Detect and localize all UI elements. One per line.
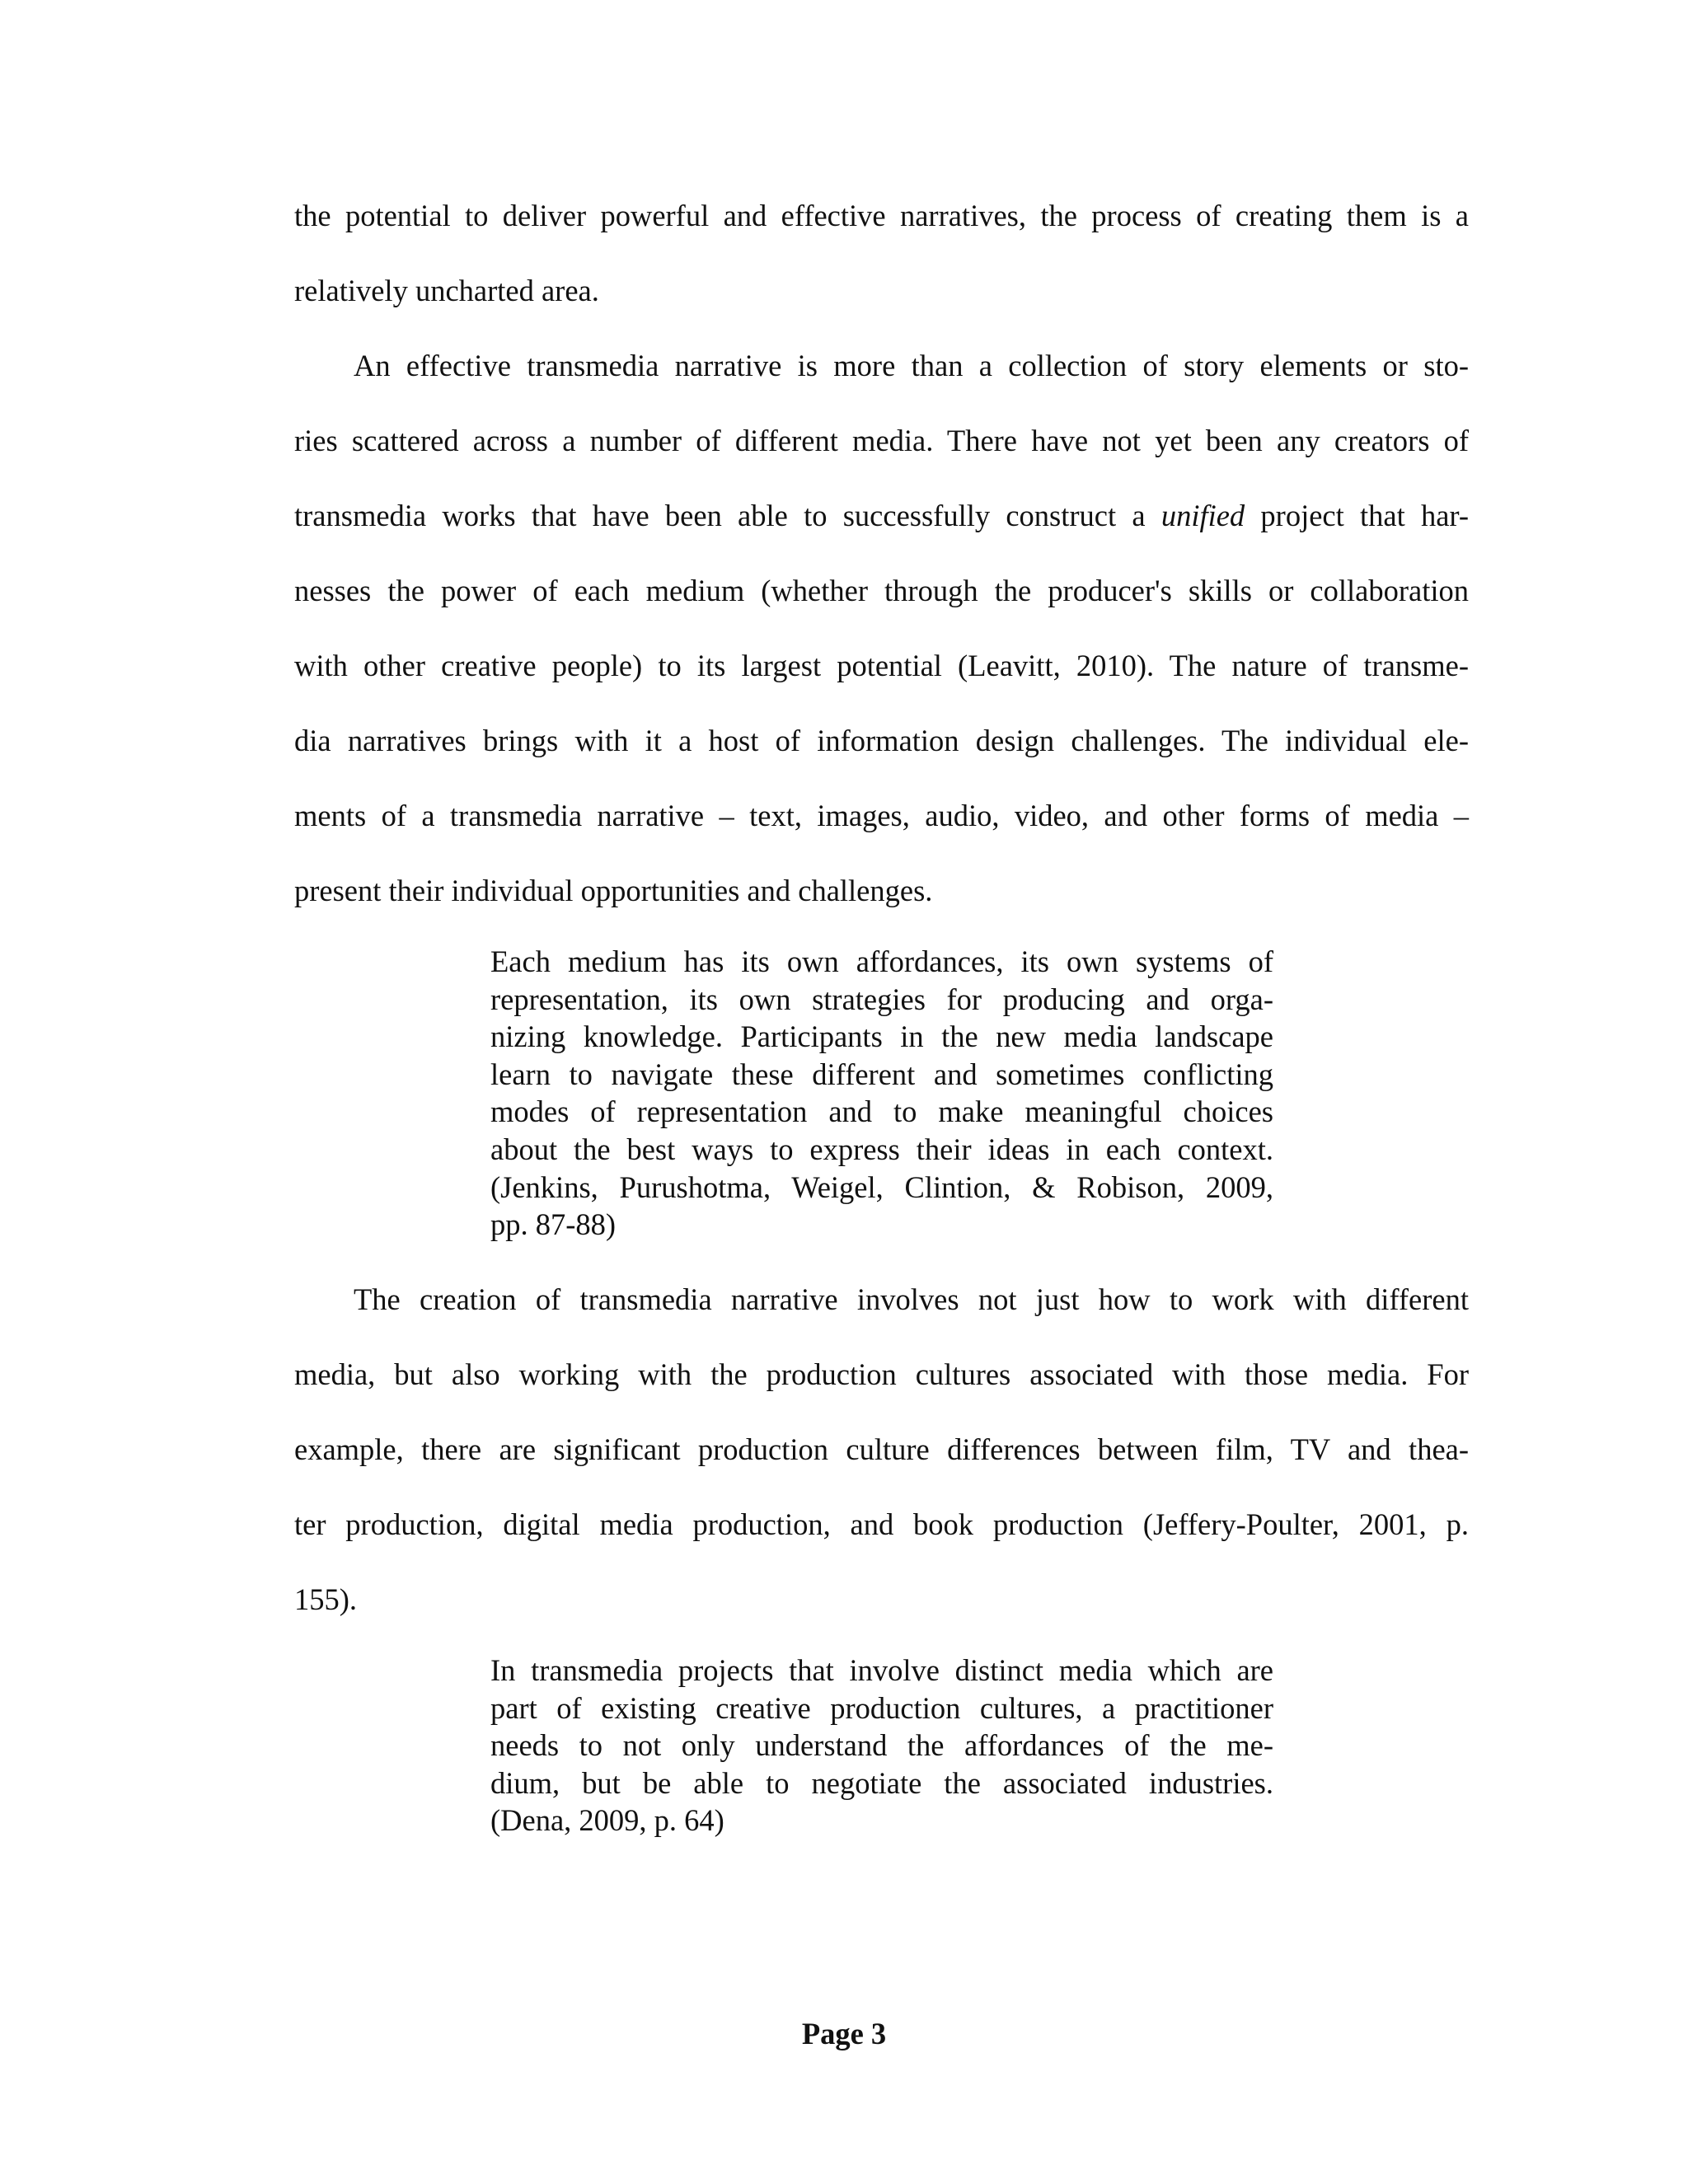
text-line: ries scattered across a number of different media. There have not yet been any creators of (294, 424, 1469, 457)
block-quote-jenkins (490, 943, 1273, 1244)
page-number: Page 3 (801, 2017, 887, 2050)
quote-line: nizing knowledge. Participants in the new media landscape (490, 1019, 1273, 1054)
paragraph-continuation (294, 178, 1469, 328)
text-line: example, there are significant production culture differences between film, TV and thea- (294, 1432, 1469, 1466)
quote-line: needs to not only understand the affordances of the me- (490, 1728, 1273, 1763)
text-line: ments of a transmedia narrative – text, images, audio, video, and other forms of media – (294, 799, 1469, 832)
text-line (294, 478, 1469, 553)
quote-line: In transmedia projects that involve distinct media which are (490, 1653, 1273, 1687)
text-line: ter production, digital media production, and book production (Jeffery-Poulter, 2001, p. (294, 1507, 1469, 1541)
quote-line: modes of representation and to make meaningful choices (490, 1094, 1273, 1129)
block-quote-dena (490, 1652, 1273, 1840)
emphasis-unified: unified (1160, 499, 1245, 532)
quote-line: (Dena, 2009, p. 64) (490, 1803, 724, 1838)
quote-line: learn to navigate these different and sometimes conflicting (490, 1057, 1273, 1091)
text-line: An effective transmedia narrative is more than a collection of story elements or sto- (354, 349, 1469, 382)
text-segment: project that har- (1245, 499, 1469, 532)
quote-line: representation, its own strategies for producing and orga- (490, 982, 1273, 1016)
paragraph-production-cultures (294, 1262, 1469, 1637)
quote-line: part of existing creative production cultures, a practitioner (490, 1690, 1273, 1725)
quote-line: about the best ways to express their ideas in each context. (490, 1132, 1273, 1166)
text-line: nesses the power of each medium (whether through the producer's skills or collaboration (294, 574, 1469, 607)
quote-line: (Jenkins, Purushotma, Weigel, Clintion, & Robison, 2009, (490, 1169, 1273, 1204)
text-line: the potential to deliver powerful and effective narratives, the process of creating them is a (294, 199, 1469, 232)
quote-line: pp. 87-88) (490, 1207, 617, 1242)
paragraph-transmedia-narrative (294, 328, 1469, 928)
quote-line: Each medium has its own affordances, its own systems of (490, 944, 1273, 978)
text-line: The creation of transmedia narrative involves not just how to work with different (354, 1282, 1469, 1316)
text-segment: transmedia works that have been able to successfully construct a (294, 499, 1161, 532)
text-line: media, but also working with the production cultures associated with those media. For (294, 1357, 1469, 1391)
text-line: with other creative people) to its largest potential (Leavitt, 2010). The nature of transme- (294, 649, 1469, 682)
quote-line: dium, but be able to negotiate the associated industries. (490, 1765, 1273, 1800)
text-line: dia narratives brings with it a host of information design challenges. The individual ele- (294, 724, 1469, 757)
text-line: 155). (294, 1582, 358, 1616)
text-line: relatively uncharted area. (294, 274, 599, 307)
text-line: present their individual opportunities and challenges. (294, 874, 933, 907)
